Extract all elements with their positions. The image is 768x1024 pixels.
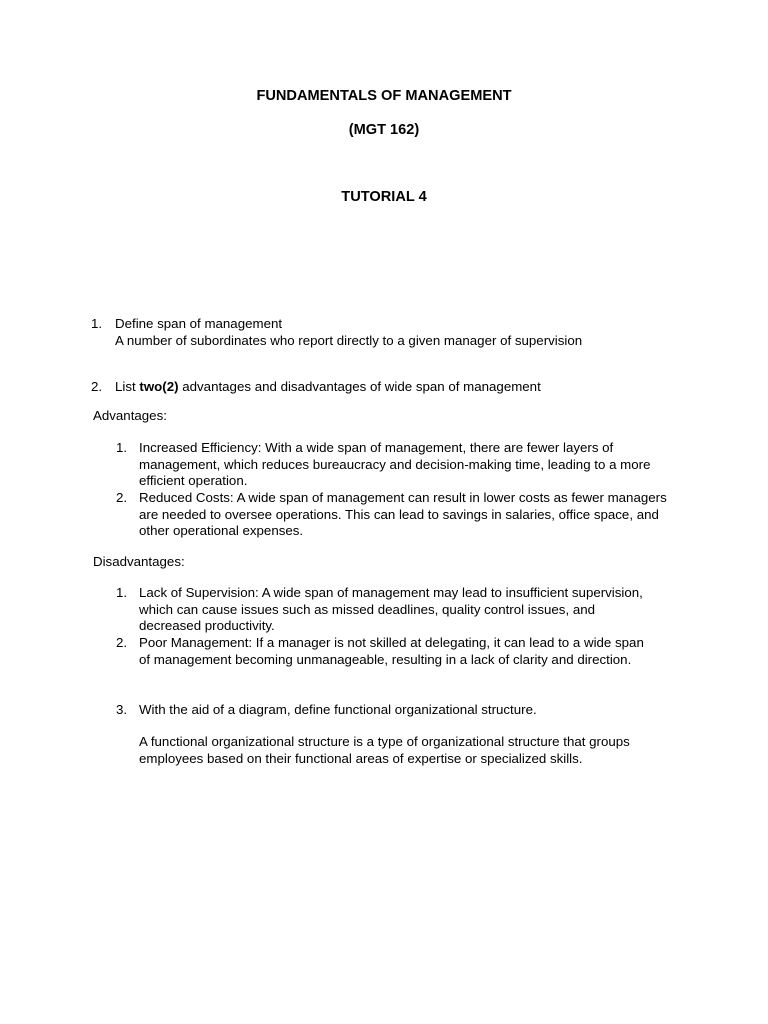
question-1-number: 1. <box>91 316 103 331</box>
disadvantage-1-text: Lack of Supervision: A wide span of management may lead to insufficient supervision, which can cause issues such as missed deadlines, quality control issues, and decreased productivity. <box>139 585 643 634</box>
disadvantage-2-text: Poor Management: If a manager is not skilled at delegating, it can lead to a wide span of management becoming unmanageable, resulting in a lack of clarity and direction. <box>139 635 644 667</box>
advantages-label: Advantages: <box>93 408 167 423</box>
advantage-1-number: 1. <box>116 440 128 455</box>
document-title: FUNDAMENTALS OF MANAGEMENT <box>256 88 512 104</box>
question-2-post: advantages and disadvantages of wide span of management <box>178 379 541 394</box>
question-2-pre: List <box>115 379 140 394</box>
question-2-bold: two(2) <box>139 379 179 394</box>
question-1-answer: A number of subordinates who report directly to a given manager of supervision <box>115 333 583 348</box>
course-code: (MGT 162) <box>348 122 420 138</box>
question-2-text <box>115 379 715 396</box>
question-2-number: 2. <box>91 379 103 394</box>
question-3-text: With the aid of a diagram, define functional organizational structure. <box>139 702 537 717</box>
advantage-1-text: Increased Efficiency: With a wide span of management, there are fewer layers of management, which reduces bureaucracy and decision-making time, leading to a more efficient operation. <box>139 440 651 489</box>
advantage-2-text: Reduced Costs: A wide span of management can result in lower costs as fewer managers are needed to oversee operations. This can lead to savings in salaries, office space, and other operational expenses. <box>139 490 667 539</box>
advantage-2-number: 2. <box>116 490 128 505</box>
question-1-text: Define span of management <box>115 316 283 331</box>
disadvantage-1-number: 1. <box>116 585 128 600</box>
disadvantage-2-number: 2. <box>116 635 128 650</box>
question-3-answer: A functional organizational structure is a type of organizational structure that groups employees based on their functional areas of expertise or specialized skills. <box>139 734 630 766</box>
question-3-number: 3. <box>116 702 128 717</box>
tutorial-heading: TUTORIAL 4 <box>341 189 427 205</box>
disadvantages-label: Disadvantages: <box>93 554 185 569</box>
